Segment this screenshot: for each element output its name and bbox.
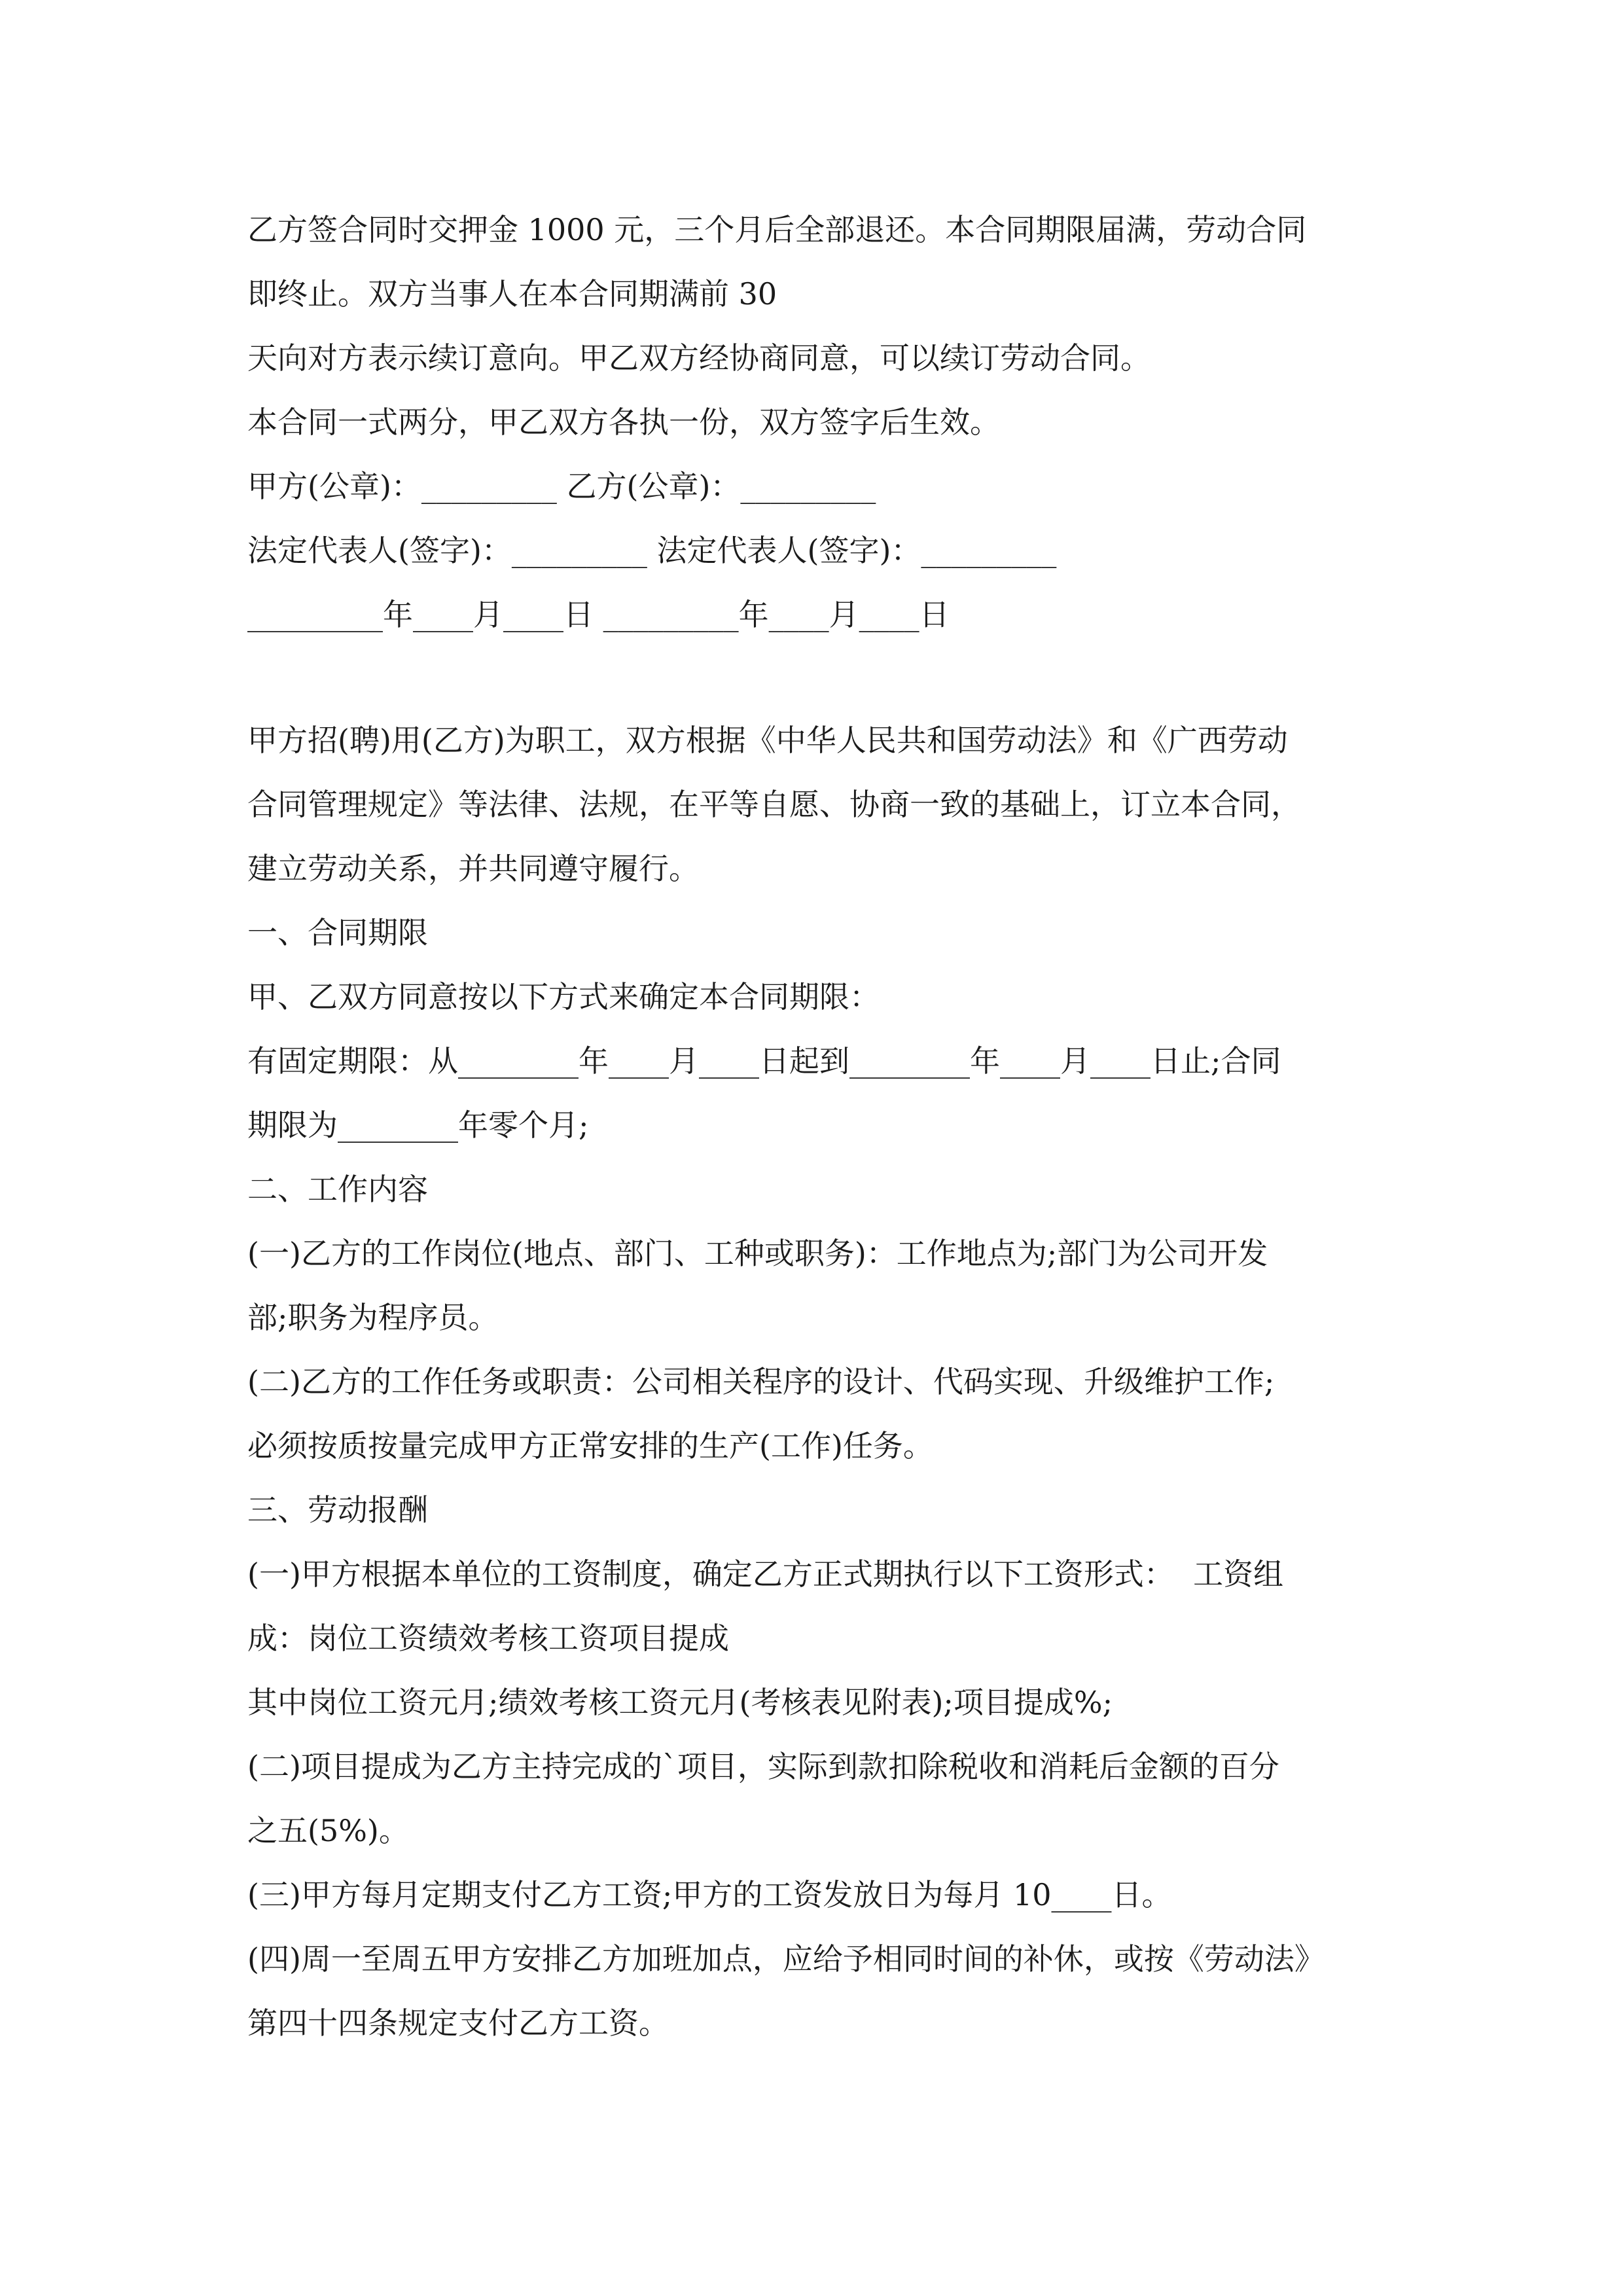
paragraph-line: 必须按质按量完成甲方正常安排的生产(工作)任务。 [247,1428,933,1463]
paragraph-line: (四)周一至周五甲方安排乙方加班加点，应给予相同时间的补休，或按《劳动法》 [247,1941,1325,1977]
paragraph-line: 部;职务为程序员。 [247,1300,499,1335]
paragraph-line: 成：岗位工资绩效考核工资项目提成 [247,1621,729,1656]
section-heading: 二、工作内容 [247,1172,428,1207]
paragraph-line: 本合同一式两分，甲乙双方各执一份，双方签字后生效。 [247,404,1000,440]
section-heading: 一、合同期限 [247,915,428,950]
paragraph-line: 乙方签合同时交押金 1000 元，三个月后全部退还。本合同期限届满，劳动合同 [247,212,1307,247]
paragraph-line: (三)甲方每月定期支付乙方工资;甲方的工资发放日为每月 10____日。 [247,1877,1172,1912]
paragraph-line: 期限为________年零个月; [247,1107,589,1143]
contract-closing-section [247,198,1386,647]
signature-line: 法定代表人(签字)：_________ 法定代表人(签字)：_________ [247,533,1057,568]
paragraph-line: 即终止。双方当事人在本合同期满前 30 [247,276,777,312]
paragraph-line: (二)乙方的工作任务或职责：公司相关程序的设计、代码实现、升级维护工作; [247,1364,1275,1399]
section-heading: 三、劳动报酬 [247,1492,428,1528]
contract-body-section [247,708,1386,2055]
paragraph-line: 有固定期限：从________年____月____日起到________年____月____日止;合同 [247,1043,1281,1079]
paragraph-line: 之五(5%)。 [247,1813,409,1848]
paragraph-line: 建立劳动关系，并共同遵守履行。 [247,851,699,886]
paragraph-line: 甲、乙双方同意按以下方式来确定本合同期限： [247,979,880,1014]
paragraph-line: 天向对方表示续订意向。甲乙双方经协商同意，可以续订劳动合同。 [247,340,1150,376]
paragraph-line: 其中岗位工资元月;绩效考核工资元月(考核表见附表);项目提成%; [247,1685,1113,1720]
paragraph-line: (二)项目提成为乙方主持完成的`项目，实际到款扣除税收和消耗后金额的百分 [247,1749,1279,1784]
paragraph-line: 甲方招(聘)用(乙方)为职工，双方根据《中华人民共和国劳动法》和《广西劳动 [247,723,1288,758]
paragraph-line: 第四十四条规定支付乙方工资。 [247,2005,669,2041]
paragraph-line: 合同管理规定》等法律、法规，在平等自愿、协商一致的基础上，订立本合同， [247,787,1301,822]
paragraph-line: (一)甲方根据本单位的工资制度，确定乙方正式期执行以下工资形式： 工资组 [247,1556,1284,1592]
seal-line: 甲方(公章)：_________ 乙方(公章)：_________ [247,469,876,504]
paragraph-line: (一)乙方的工作岗位(地点、部门、工种或职务)：工作地点为;部门为公司开发 [247,1236,1268,1271]
date-line: _________年____月____日 _________年____月____日 [247,597,950,632]
